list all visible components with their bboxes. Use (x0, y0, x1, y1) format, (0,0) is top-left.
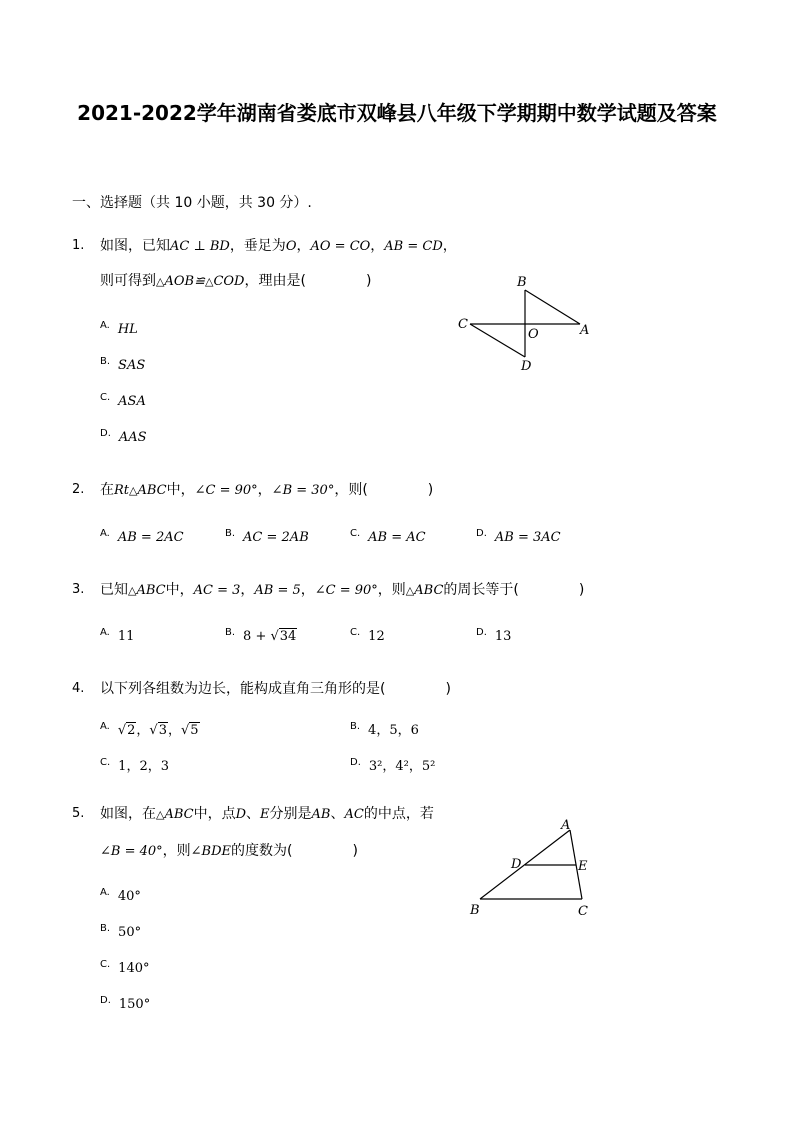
figure-triangle-abc-midline (460, 815, 600, 925)
segment-ab (525, 290, 580, 324)
label-c: C (578, 904, 588, 919)
option-b[interactable]: $^{B.}$ 50° (100, 923, 142, 940)
question-stem: 以下列各组数为边长，能构成直角三角形的是( ) (100, 681, 451, 697)
option-d[interactable]: $^{D.}$ 150° (100, 995, 151, 1012)
label-b: B (517, 275, 527, 290)
question-stem-line-1: 如图，在△ABC中，点D、E分别是AB、AC的中点，若 (100, 806, 434, 822)
segment-cd (470, 324, 525, 357)
question-number: 2. (72, 482, 85, 497)
label-a: A (561, 818, 571, 833)
option-c[interactable]: $^{C.}$ ASA (100, 392, 146, 409)
option-d[interactable]: $^{D.}$ AB = 3AC (476, 528, 561, 545)
page-title: 2021-2022学年湖南省娄底市双峰县八年级下学期期中数学试题及答案 (77, 101, 717, 125)
option-b[interactable]: $^{B.}$ 8 + √34 (225, 627, 297, 644)
option-b[interactable]: $^{B.}$ SAS (100, 356, 146, 373)
option-b[interactable]: $^{B.}$ 4，5，6 (350, 721, 419, 738)
option-b[interactable]: $^{B.}$ AC = 2AB (225, 528, 309, 545)
section-heading: 一、选择题（共 10 小题，共 30 分）. (72, 195, 312, 211)
question-number: 5. (72, 806, 85, 821)
option-c[interactable]: $^{C.}$ 140° (100, 959, 150, 976)
option-d[interactable]: $^{D.}$ 3²，4²，5² (350, 757, 436, 774)
question-stem-line-2: 则可得到△AOB≌△COD，理由是( ) (100, 273, 372, 289)
question-stem-line-1: 如图，已知AC ⊥ BD，垂足为O，AO = CO，AB = CD， (100, 238, 457, 254)
question-number: 4. (72, 681, 85, 696)
label-e: E (578, 859, 588, 874)
option-a[interactable]: $^{A.}$ AB = 2AC (100, 528, 184, 545)
question-stem-line-2: ∠B = 40°，则∠BDE的度数为( ) (100, 843, 358, 859)
option-a[interactable]: $^{A.}$ √2，√3，√5 (100, 721, 199, 738)
label-c: C (458, 317, 468, 332)
question-stem: 在Rt△ABC中，∠C = 90°，∠B = 30°，则( ) (100, 482, 434, 498)
label-d: D (511, 857, 522, 872)
label-a: A (580, 323, 590, 338)
label-b: B (470, 903, 480, 918)
label-o: O (528, 327, 539, 342)
question-number: 3. (72, 582, 85, 597)
option-a[interactable]: $^{A.}$ 40° (100, 887, 141, 904)
option-d[interactable]: $^{D.}$ AAS (100, 428, 147, 445)
option-c[interactable]: $^{C.}$ AB = AC (350, 528, 426, 545)
option-d[interactable]: $^{D.}$ 13 (476, 627, 512, 644)
option-c[interactable]: $^{C.}$ 1，2，3 (100, 757, 169, 774)
option-a[interactable]: $^{A.}$ 11 (100, 627, 135, 644)
question-stem: 已知△ABC中，AC = 3，AB = 5，∠C = 90°，则△ABC的周长等于( ) (100, 582, 585, 598)
question-number: 1. (72, 238, 85, 253)
option-c[interactable]: $^{C.}$ 12 (350, 627, 385, 644)
figure-triangles-aob-cod (450, 270, 600, 380)
label-d: D (521, 359, 532, 374)
option-a[interactable]: $^{A.}$ HL (100, 320, 138, 337)
